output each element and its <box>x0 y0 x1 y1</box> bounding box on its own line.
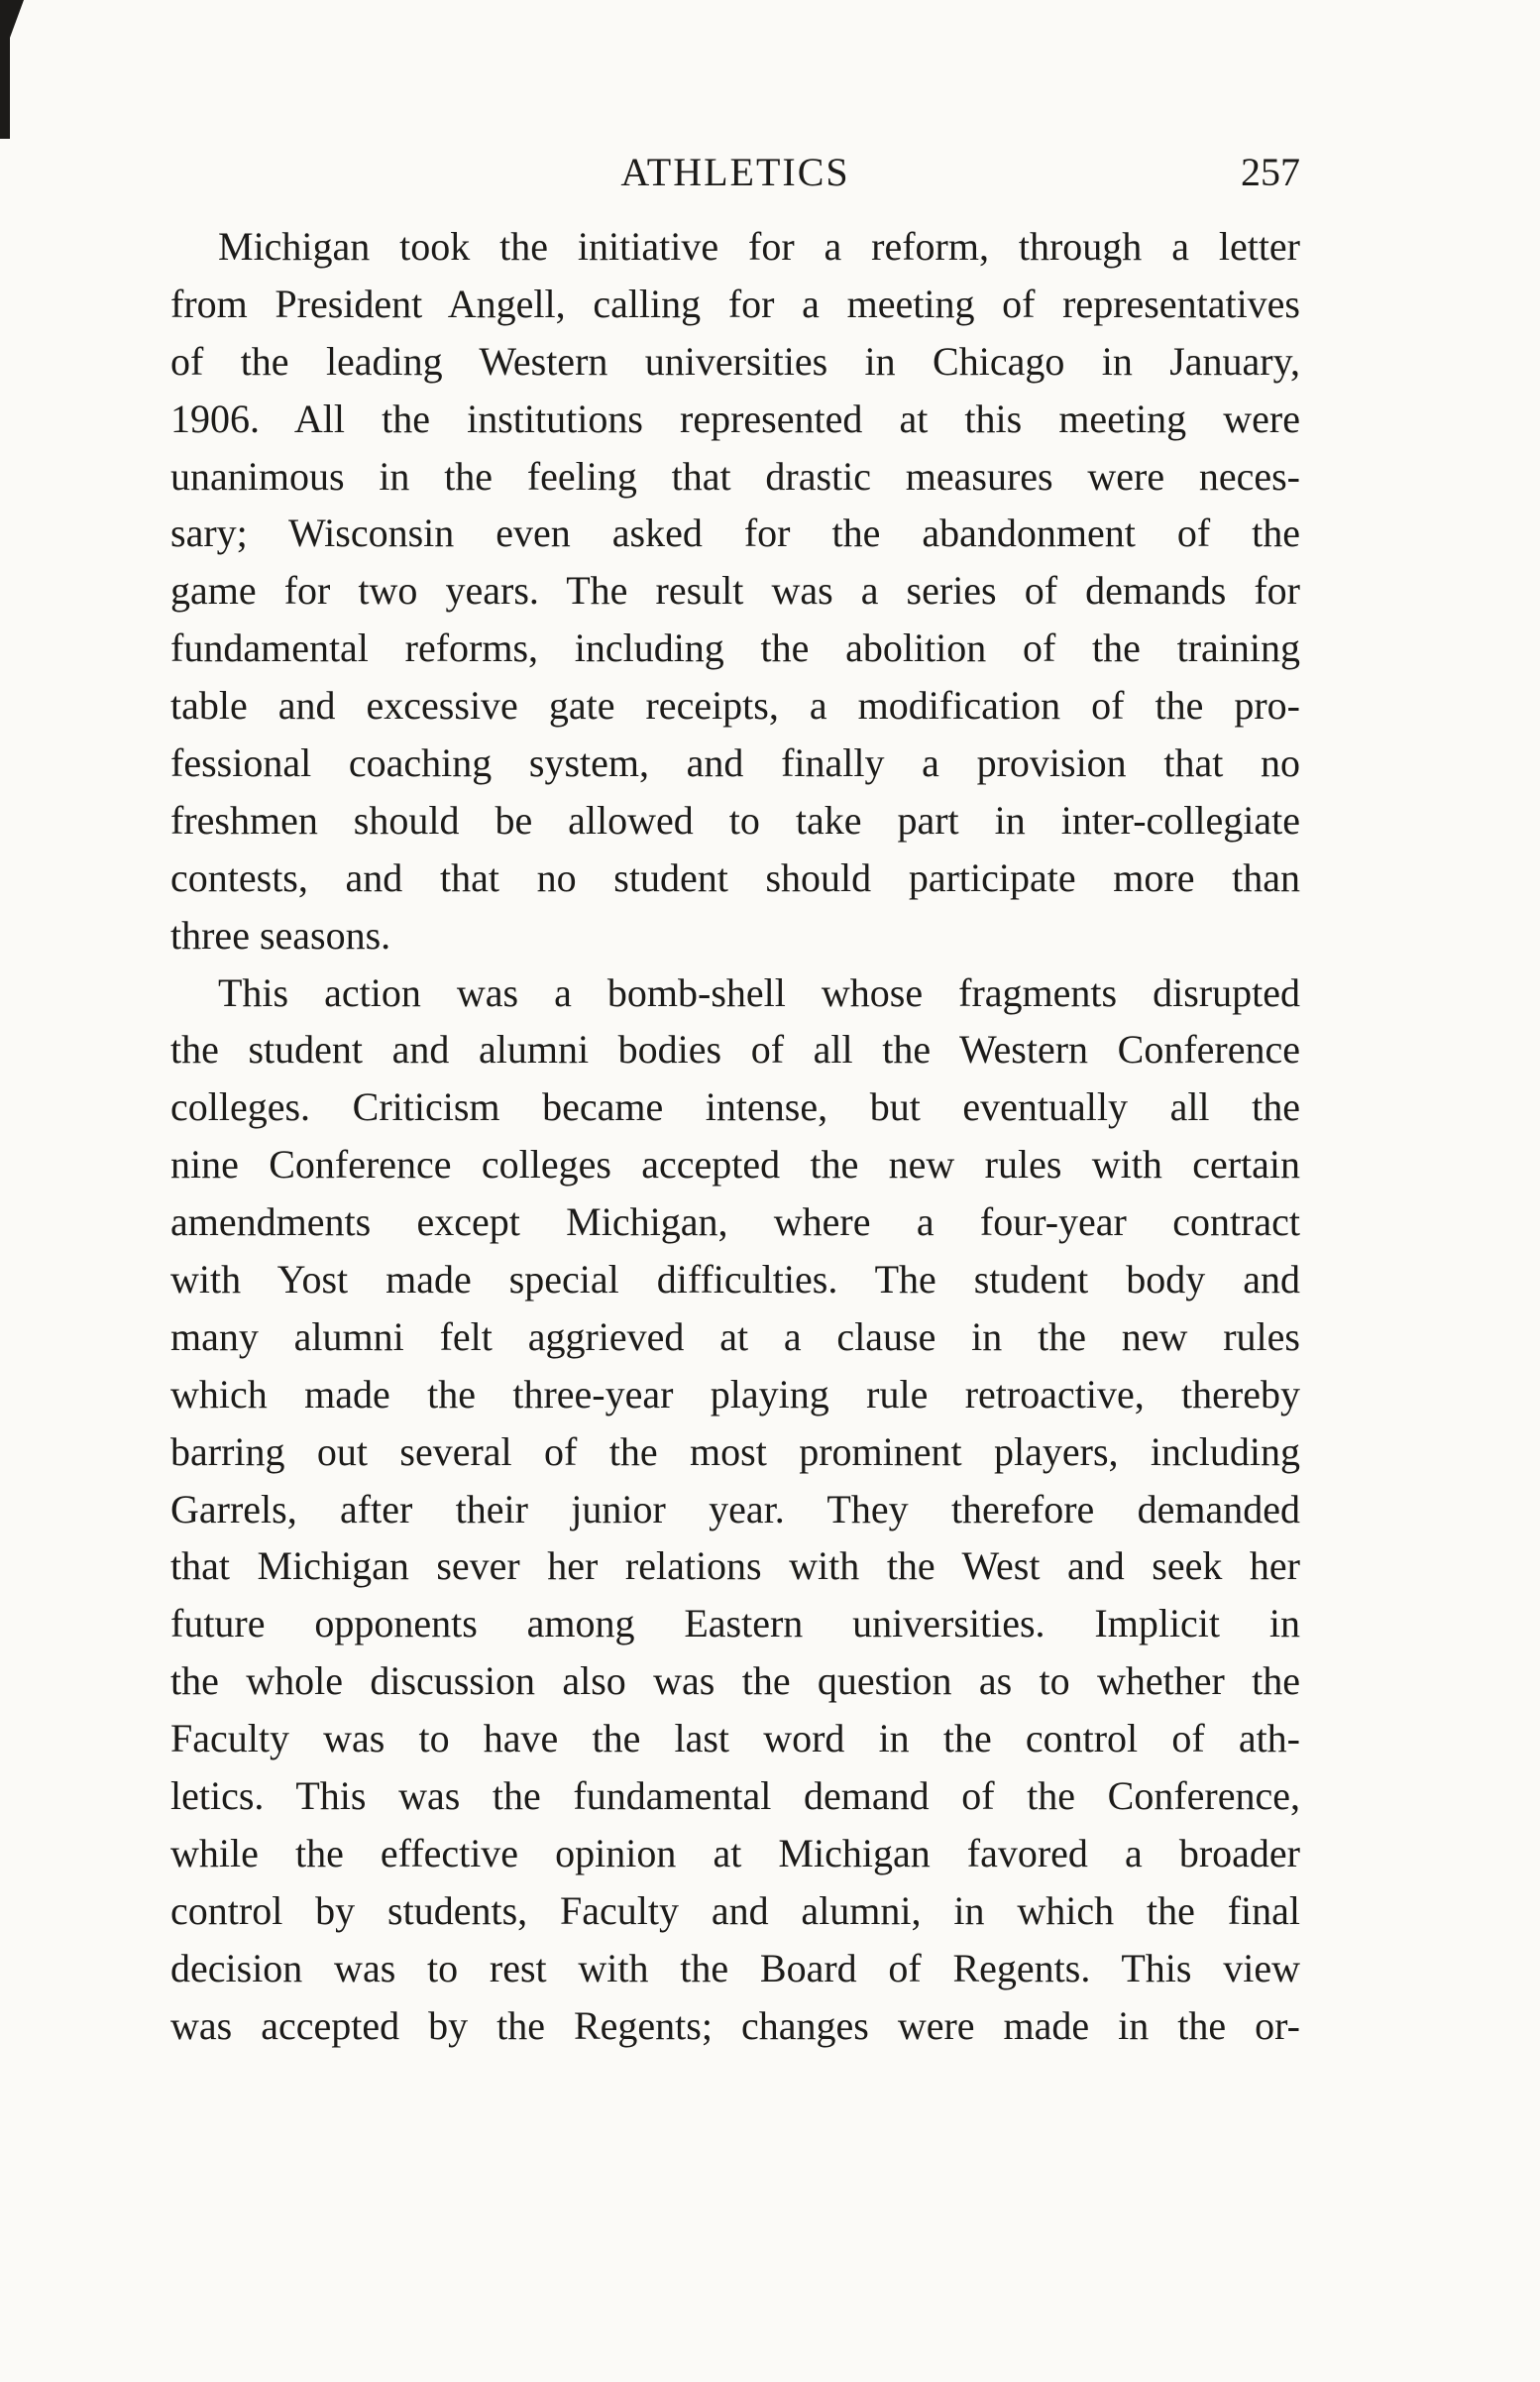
text-line: Garrels, after their junior year. They therefore demanded <box>170 1486 1300 1531</box>
text-line: the student and alumni bodies of all the Western Conference <box>170 1027 1300 1073</box>
text-line: Faculty was to have the last word in the control of ath- <box>170 1716 1300 1761</box>
running-title: ATHLETICS <box>620 150 850 194</box>
text-line: three seasons. <box>170 912 391 958</box>
text-line: that Michigan sever her relations with the West and seek her <box>170 1543 1300 1589</box>
text-line: letics. This was the fundamental demand of the Conference, <box>170 1773 1300 1819</box>
text-line: freshmen should be allowed to take part in inter-collegiate <box>170 797 1300 843</box>
text-line: barring out several of the most prominent players, including <box>170 1428 1300 1474</box>
text-line: 1906. All the institutions represented at this meeting were <box>170 396 1300 441</box>
text-line: fessional coaching system, and finally a provision that no <box>170 740 1300 786</box>
text-line: which made the three-year playing rule retroactive, thereby <box>170 1371 1300 1417</box>
text-line: unanimous in the feeling that drastic measures were neces- <box>170 453 1300 499</box>
text-body <box>170 218 1300 2055</box>
text-line: many alumni felt aggrieved at a clause in the new rules <box>170 1313 1300 1359</box>
paragraph <box>170 218 1300 964</box>
page-edge-mark <box>0 0 10 139</box>
text-line: game for two years. The result was a series of demands for <box>170 568 1300 614</box>
page-number: 257 <box>1241 150 1300 194</box>
text-line: Michigan took the initiative for a reform, through a letter <box>218 224 1300 269</box>
text-line: control by students, Faculty and alumni, in which the final <box>170 1887 1300 1933</box>
text-line: contests, and that no student should participate more than <box>170 854 1300 900</box>
text-line: of the leading Western universities in Chicago in January, <box>170 338 1300 384</box>
text-line: with Yost made special difficulties. The student body and <box>170 1257 1300 1303</box>
text-line: amendments except Michigan, where a four-year contract <box>170 1199 1300 1245</box>
running-head <box>170 145 1300 200</box>
text-line: while the effective opinion at Michigan favored a broader <box>170 1830 1300 1875</box>
text-line: decision was to rest with the Board of Regents. This view <box>170 1945 1300 1990</box>
text-line: nine Conference colleges accepted the new rules with certain <box>170 1142 1300 1188</box>
text-line: the whole discussion also was the question as to whether the <box>170 1658 1300 1704</box>
text-line: This action was a bomb-shell whose fragments disrupted <box>218 969 1300 1015</box>
text-line: future opponents among Eastern universities. Implicit in <box>170 1601 1300 1646</box>
text-line: colleges. Criticism became intense, but eventually all the <box>170 1084 1300 1130</box>
text-line: fundamental reforms, including the abolition of the training <box>170 625 1300 671</box>
text-line: sary; Wisconsin even asked for the abandonment of the <box>170 510 1300 556</box>
paragraph <box>170 964 1300 2055</box>
text-line: table and excessive gate receipts, a modification of the pro- <box>170 683 1300 729</box>
text-line: from President Angell, calling for a meeting of representatives <box>170 281 1300 326</box>
text-line: was accepted by the Regents; changes were made in the or- <box>170 2002 1300 2048</box>
